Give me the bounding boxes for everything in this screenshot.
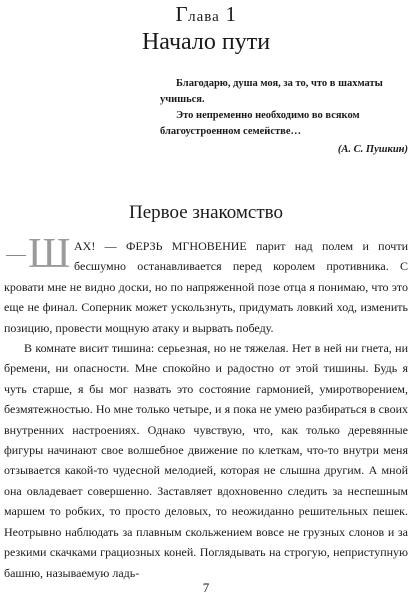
- epigraph-line: Это непременно необходимо во всяком благоустроенном семействе…: [160, 110, 360, 137]
- body-text: [4, 231, 408, 583]
- chapter-title: Начало пути: [141, 29, 271, 55]
- section-title: Первое знакомство: [128, 202, 284, 223]
- chapter-number: 1: [225, 2, 237, 26]
- dropcap-block: [4, 231, 72, 277]
- epigraph-line: Благодарю, душа моя, за то, что в шахматы учишься.: [160, 78, 383, 105]
- paragraph: В комнате висит тишина: серьезная, но не тяжелая. Нет в ней ни гнета, ни бремени, ни опасности. Мне спокойно и радостно от этой тишины. Будь я чуть старше, я бы мог назвать это состояние гармонией, умиротворением, безмятежностью. Но мне только четыре, и я пока не умею разбираться в своих внутренних настроениях. Однако чувствую, что, как только деревянные фигуры начинают свое волшебное движение по клеткам, что-то внутри меня отзывается какой-то чудесной мелодией, которая не слышна другим. А мной она овладевает совершенно. Заставляет вдохновенно следить за неспешным маршем то робких, то просто деловых, то неожиданно решительных пешек. Неотрывно наблюдать за плавным скольжением вовсе не грузных слонов и за резкими скачками грациозных коней. Поглядывать на строгую, неприступную башню, называемую ладь-: [4, 341, 408, 580]
- chapter-label-initial: Г: [175, 2, 189, 26]
- chapter-label: [0, 2, 412, 29]
- dropcap-rule: [6, 255, 26, 256]
- dropcap-letter: Ш: [28, 231, 72, 277]
- page-number: 7: [202, 580, 210, 595]
- epigraph-attribution: (А. С. Пушкин): [337, 144, 408, 155]
- chapter-label-rest: лава: [188, 9, 220, 25]
- paragraph-text: АХ! — ФЕРЗЬ МГНОВЕНИЕ парит над полем и почти бесшумно останавливается перед королем противника. С кровати мне не видно доски, но по напряженной позе отца я понимаю, что это еще не финал. Соперник может ускользнуть, придумать ловкий ход, изменить позицию, провести мощную атаку и вырвать победу.: [4, 239, 408, 335]
- epigraph: [160, 76, 408, 158]
- paragraph: [4, 231, 408, 338]
